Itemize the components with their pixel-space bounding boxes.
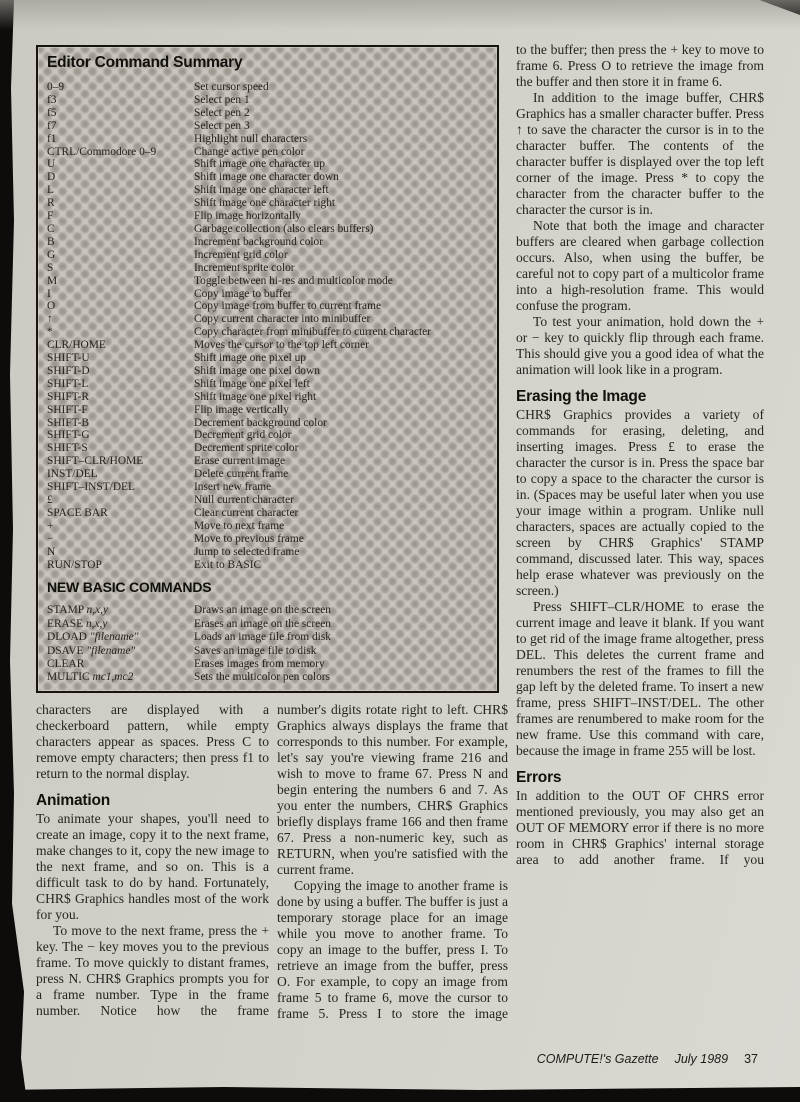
scan-edge-corner <box>754 0 800 15</box>
command-row <box>47 352 487 365</box>
command-key: £ <box>47 494 53 506</box>
command-row <box>47 391 487 404</box>
command-list <box>47 81 487 571</box>
command-row <box>47 313 487 326</box>
scan-edge-left <box>0 0 30 1102</box>
command-key: I <box>47 287 51 300</box>
command-description: Decrement background color <box>194 416 327 429</box>
command-description: Decrement sprite color <box>194 442 299 455</box>
basic-command-row <box>47 658 487 671</box>
command-key: F <box>47 210 54 223</box>
paragraph: Copying the image to another frame is done by using a buffer. The buffer is just a temporary storage place for an image while you move to another frame. To copy an image to the buffer, press I. To retrieve an image from the buffer, press O. For example, to copy an image from frame 5 to frame 6, move the cursor to frame 5. Press I to store the image <box>277 878 508 1021</box>
command-row <box>47 197 487 210</box>
command-key: * <box>47 326 53 339</box>
command-row <box>47 249 487 262</box>
section-heading-animation: Animation <box>36 792 110 809</box>
command-description: Set cursor speed <box>194 81 269 93</box>
basic-command-key: CLEAR <box>47 658 85 671</box>
command-key: SHIFT-D <box>47 364 90 377</box>
command-description: Select pen 3 <box>194 119 250 132</box>
paragraph: characters are displayed with a checkerboard pattern, while empty characters appear as spaces. Press C to remove empty characters; then press f1 to return to the normal display. <box>36 702 269 781</box>
command-row <box>47 133 487 146</box>
command-summary-title: Editor Command Summary <box>47 54 243 71</box>
command-row <box>47 262 487 275</box>
command-description: Increment sprite color <box>194 261 295 274</box>
command-key: L <box>47 184 54 197</box>
command-key: D <box>47 171 56 184</box>
section-heading-erasing-the-image: Erasing the Image <box>516 388 647 405</box>
basic-command-row <box>47 631 487 644</box>
command-row <box>47 184 487 197</box>
command-description: Increment grid color <box>194 248 288 261</box>
basic-command-key: STAMP n,x,y <box>47 604 109 617</box>
basic-command-key: DLOAD "filename" <box>47 631 139 644</box>
command-row <box>47 442 487 455</box>
basic-command-key: DSAVE "filename" <box>47 644 136 657</box>
body-column-middle <box>277 702 508 1022</box>
command-key: G <box>47 248 56 261</box>
command-key: CTRL/Commodore 0–9 <box>47 145 157 158</box>
command-row <box>47 378 487 391</box>
command-key: ↑ <box>47 313 53 326</box>
command-description: Delete current frame <box>194 468 289 481</box>
command-row <box>47 481 487 494</box>
command-key: S <box>47 261 54 274</box>
basic-command-description: Saves an image file to disk <box>194 644 317 657</box>
command-key: SHIFT-G <box>47 429 90 442</box>
command-description: Highlight null characters <box>194 132 308 145</box>
paragraph: number's digits rotate right to left. CHR$ Graphics always displays the frame that corresponds to this number. For example, let's say you're viewing frame 216 and wish to move to frame 67. Press N and begin entering the numbers 6 and 7. As you enter the numbers, CHR$ Graphics briefly displays frame 166 and then frame 67. Press a non-numeric key, such as RETURN, when you're satisfied with the current frame. <box>277 702 508 877</box>
command-key: SHIFT-U <box>47 352 90 365</box>
scan-edge-bottom <box>0 1086 800 1102</box>
command-row <box>47 300 487 313</box>
command-row <box>47 546 487 559</box>
command-description: Null current character <box>194 494 294 506</box>
command-row <box>47 288 487 301</box>
command-key: f5 <box>47 106 57 119</box>
basic-command-description: Loads an image file from disk <box>194 631 331 644</box>
command-key: 0–9 <box>47 81 65 93</box>
command-key: SHIFT–CLR/HOME <box>47 455 144 468</box>
command-key: RUN/STOP <box>47 558 102 571</box>
command-key: + <box>47 519 54 532</box>
command-row <box>47 468 487 481</box>
command-key: SHIFT-F <box>47 403 88 416</box>
paragraph: To test your animation, hold down the + or − key to quickly flip through each frame. This should give you a good idea of what the animation will look like in a program. <box>516 314 764 377</box>
command-description: Shift image one pixel right <box>194 390 317 403</box>
command-row <box>47 81 487 94</box>
editor-command-summary-box <box>36 45 499 693</box>
command-key: M <box>47 274 58 287</box>
command-description: Exit to BASIC <box>194 558 262 571</box>
command-description: Shift image one character down <box>194 171 339 184</box>
command-description: Shift image one character right <box>194 197 336 210</box>
command-row <box>47 533 487 546</box>
command-key: N <box>47 545 56 558</box>
command-row <box>47 417 487 430</box>
command-key: B <box>47 235 55 248</box>
command-row <box>47 559 487 572</box>
command-key: U <box>47 158 56 171</box>
command-row <box>47 94 487 107</box>
command-description: Erase current image <box>194 455 286 468</box>
command-row <box>47 339 487 352</box>
command-description: Toggle between hi-res and multicolor mode <box>194 274 393 287</box>
command-description: Shift image one pixel down <box>194 364 320 377</box>
command-key: CLR/HOME <box>47 339 106 352</box>
command-description: Copy image from buffer to current frame <box>194 300 382 313</box>
basic-command-key: ERASE n,x,y <box>47 617 108 630</box>
command-key: f3 <box>47 93 57 106</box>
scan-top-shadow <box>0 0 800 30</box>
command-description: Decrement grid color <box>194 429 292 442</box>
paragraph: to the buffer; then press the + key to move to frame 6. Press O to retrieve the image from the buffer and then store it in frame 6. <box>516 42 764 89</box>
command-description: Flip image horizontally <box>194 210 301 223</box>
magazine-name: COMPUTE!'s Gazette <box>536 1052 659 1066</box>
command-description: Shift image one pixel up <box>194 352 306 365</box>
command-key: SHIFT-S <box>47 442 88 455</box>
command-key: SPACE BAR <box>47 506 108 519</box>
command-description: Flip image vertically <box>194 403 289 416</box>
command-row <box>47 171 487 184</box>
basic-command-description: Sets the multicolor pen colors <box>194 671 331 684</box>
command-key: − <box>47 532 54 545</box>
command-description: Jump to selected frame <box>194 545 300 558</box>
command-key: O <box>47 300 56 313</box>
command-key: SHIFT–INST/DEL <box>47 481 135 494</box>
command-description: Increment background color <box>194 235 324 248</box>
paragraph: Press SHIFT–CLR/HOME to erase the current image and leave it blank. If you want to get rid of the image frame altogether, press DEL. This deletes the current frame and renumbers the rest of the frames to fill the gap left by the deleted frame. To insert a new frame, press SHIFT–INST/DEL. The other frames are renumbered to make room for the new frame. Use this command with care, because the image in frame 255 will be lost. <box>516 599 764 758</box>
command-row <box>47 210 487 223</box>
command-row <box>47 404 487 417</box>
command-row <box>47 494 487 507</box>
command-description: Garbage collection (also clears buffers) <box>194 222 374 235</box>
command-description: Select pen 1 <box>194 93 250 106</box>
command-key: f1 <box>47 132 57 145</box>
command-description: Copy image to buffer <box>194 287 292 300</box>
page-footer <box>537 1052 758 1066</box>
basic-command-row <box>47 618 487 631</box>
command-description: Copy current character into minibuffer <box>194 313 371 326</box>
command-key: SHIFT-L <box>47 377 89 390</box>
command-description: Select pen 2 <box>194 106 250 119</box>
basic-command-row <box>47 671 487 684</box>
command-description: Shift image one character left <box>194 184 329 197</box>
paragraph: CHR$ Graphics provides a variety of commands for erasing, deleting, and inserting images. Press £ to erase the character the cursor is in. Press the space bar to copy a space to the character the cursor is in. (Spaces may be useful later when you use your image within a program. Unlike null characters, spaces are actually copied to the screen by CHR$ Graphics' STAMP command, discussed later. This way, spaces help erase whatever was previously on the screen.) <box>516 407 764 598</box>
basic-command-description: Erases images from memory <box>194 658 325 671</box>
command-description: Moves the cursor to the top left corner <box>194 339 369 352</box>
page-number: 37 <box>744 1052 758 1066</box>
command-row <box>47 158 487 171</box>
body-column-left <box>36 702 269 1019</box>
command-description: Move to next frame <box>194 519 285 532</box>
command-key: SHIFT-B <box>47 416 89 429</box>
command-description: Shift image one character up <box>194 158 325 171</box>
new-basic-commands-title: NEW BASIC COMMANDS <box>47 579 212 596</box>
command-description: Shift image one pixel left <box>194 377 310 390</box>
command-key: f7 <box>47 119 57 132</box>
body-column-right <box>516 42 764 868</box>
basic-command-description: Erases an image on the screen <box>194 617 331 630</box>
command-row <box>47 223 487 236</box>
paragraph: To move to the next frame, press the + key. The − key moves you to the previous frame. To move quickly to distant frames, press N. CHR$ Graphics prompts you for a frame number. Type in the frame number. Notice how the frame <box>36 923 269 1018</box>
command-key: R <box>47 197 55 210</box>
command-description: Move to previous frame <box>194 532 304 545</box>
command-row <box>47 520 487 533</box>
command-description: Insert new frame <box>194 481 272 494</box>
command-row <box>47 455 487 468</box>
paragraph: Note that both the image and character buffers are cleared when garbage collection occurs. Also, when using the buffer, be careful not to copy part of a multicolor frame into a high-resolution frame. This would confuse the program. <box>516 218 764 313</box>
command-row <box>47 120 487 133</box>
command-row <box>47 146 487 159</box>
command-key: SHIFT-R <box>47 390 89 403</box>
command-description: Copy character from minibuffer to current character <box>194 326 431 339</box>
paragraph: In addition to the image buffer, CHR$ Graphics has a smaller character buffer. Press ↑ to save the character the cursor is in to the character buffer. The contents of the character buffer is displayed over the top left corner of the image. Press * to copy the character from the character buffer to the character the cursor is in. <box>516 90 764 217</box>
issue-date: July 1989 <box>674 1052 729 1066</box>
command-key: C <box>47 222 55 235</box>
paragraph: In addition to the OUT OF CHRS error mentioned previously, you may also get an OUT OF MEMORY error if there is no more room in CHR$ Graphics' internal storage area to add another frame. If you <box>516 788 764 867</box>
command-row <box>47 326 487 339</box>
command-row <box>47 365 487 378</box>
command-description: Clear current character <box>194 506 299 519</box>
basic-command-description: Draws an image on the screen <box>194 604 331 617</box>
command-key: INST/DEL <box>47 468 98 481</box>
command-row <box>47 236 487 249</box>
paragraph: To animate your shapes, you'll need to create an image, copy it to the next frame, make changes to it, copy the new image to the next frame, and so on. This is a difficult task to do by hand. Fortunately, CHR$ Graphics handles most of the work for you. <box>36 811 269 922</box>
command-row <box>47 107 487 120</box>
section-heading-errors: Errors <box>516 769 562 786</box>
command-row <box>47 275 487 288</box>
basic-command-key: MULTIC mc1,mc2 <box>47 671 134 684</box>
command-row <box>47 429 487 442</box>
basic-command-row <box>47 604 487 617</box>
basic-command-row <box>47 645 487 658</box>
command-row <box>47 507 487 520</box>
command-description: Change active pen color <box>194 145 305 158</box>
basic-command-list <box>47 604 487 684</box>
